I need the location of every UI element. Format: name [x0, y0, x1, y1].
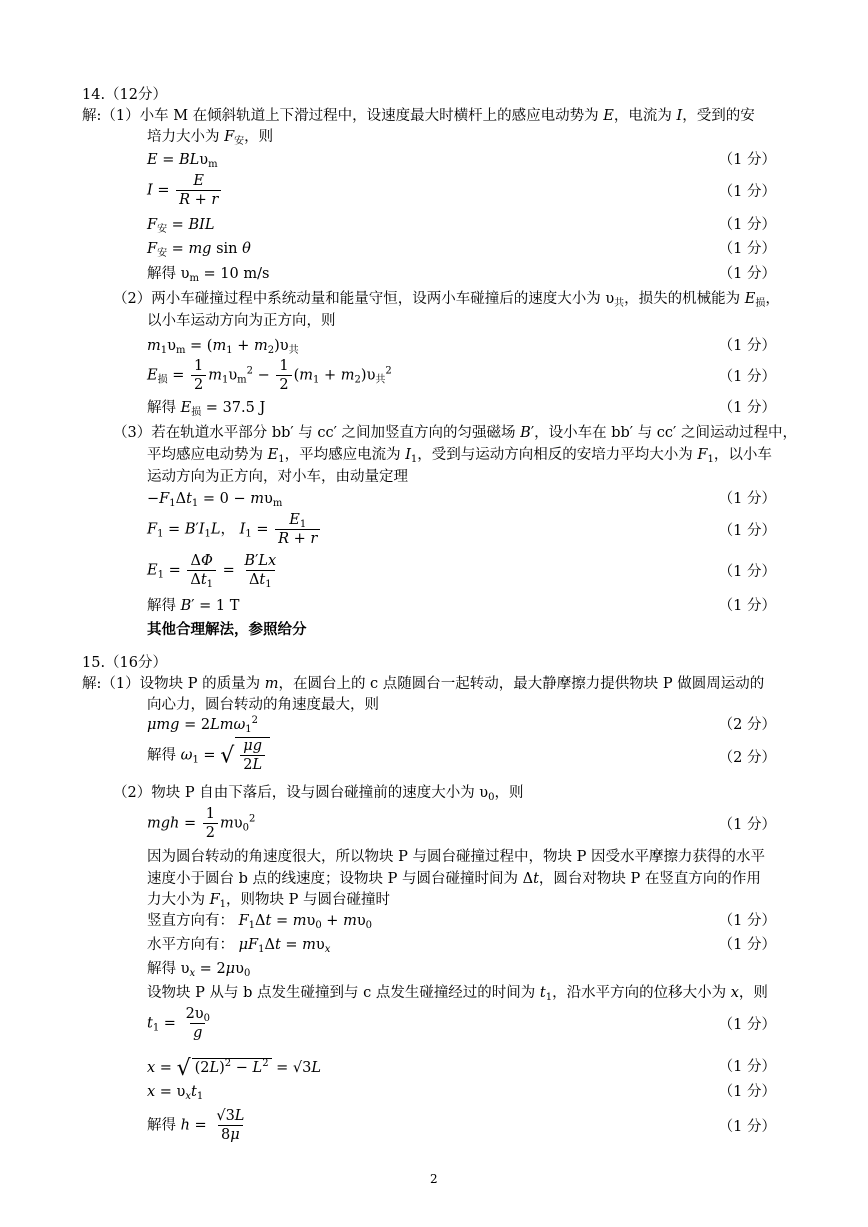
- q15-part1-line1: 解:（1）设物块 P 的质量为 m，在圆台上的 c 点随圆台一起转动，最大静摩擦力提供物块 P 做圆周运动的: [82, 676, 765, 692]
- score: （1 分）: [718, 913, 776, 929]
- q14-part3-line1: （3）若在轨道水平部分 bb′ 与 cc′ 之间加竖直方向的匀强磁场 B′，设小车在 bb′ 与 cc′ 之间运动过程中，: [113, 425, 797, 441]
- eq-avg-emf: $E_1$ = $\frac{\Delta\Phi}{\Delta t_1}$ = $\frac{B'Lx}{\Delta t_1}$: [147, 553, 277, 590]
- q14-part1-line1: 解:（1）小车 M 在倾斜轨道上下滑过程中，设速度最大时横杆上的感应电动势为 E，电流为 I，受到的安: [82, 108, 755, 124]
- score: （1 分）: [718, 598, 776, 614]
- score: （1 分）: [718, 217, 776, 233]
- page-number: 2: [430, 1172, 438, 1186]
- eq-energy-loss: $E_损$ = $\frac{1}{2}$ $m_1\upsilon_m^2$ − $\frac{1}{2}$ $(m_1 + m_2)\upsilon_共^2$: [147, 358, 392, 393]
- score: （1 分）: [718, 400, 776, 416]
- score: （1 分）: [718, 1017, 776, 1033]
- q15-part2-line3: 速度小于圆台 b 点的线速度；设物块 P 与圆台碰撞时间为 Δt，圆台对物块 P 在竖直方向的作用: [147, 871, 761, 887]
- eq-centripetal: μmg = 2Lmω$_1^2$: [147, 715, 259, 735]
- score: （1 分）: [718, 241, 776, 257]
- score: （1 分）: [718, 266, 776, 282]
- eq-horizontal: 水平方向有： $\mu F_1\Delta t = m\upsilon_x$: [147, 937, 331, 955]
- q14-part3-line2: 平均感应电动势为 $E_1$，平均感应电流为 $I_1$，受到与运动方向相反的安培力平均大小为 $F_1$，以小车: [147, 447, 772, 465]
- score: （1 分）: [718, 564, 776, 580]
- q14-part3-line3: 运动方向为正方向，对小车，由动量定理: [147, 469, 408, 485]
- score: （1 分）: [718, 937, 776, 953]
- score: （1 分）: [718, 523, 776, 539]
- result-b: 解得 B′ = 1 T: [147, 598, 240, 614]
- score: （2 分）: [718, 717, 776, 733]
- score: （1 分）: [718, 152, 776, 168]
- grading-note: 其他合理解法，参照给分: [147, 621, 307, 638]
- q15-part2-line2: 因为圆台转动的角速度很大，所以物块 P 与圆台碰撞过程中，物块 P 因受水平摩擦力获得的水平: [147, 849, 765, 865]
- eq-ampere-force: $F_安$ = BIL: [147, 217, 215, 235]
- eq-time: $t_1$ = $\frac{2\upsilon_0}{g}$: [147, 1006, 210, 1041]
- score: （1 分）: [718, 184, 776, 200]
- score: （1 分）: [718, 369, 776, 385]
- q15-header: 15.（16分）: [82, 655, 168, 671]
- result-vx: 解得 $\upsilon_x = 2\mu\upsilon_0$: [147, 961, 251, 979]
- eq-free-fall: mgh = $\frac{1}{2}$ $m\upsilon_0^2$: [147, 806, 256, 841]
- q14-part1-line2: 培力大小为 $F_安$，则: [147, 129, 274, 147]
- eq-displacement: x = √ $(2L)^2 - L^2 = √3L$: [147, 1056, 322, 1081]
- score: （1 分）: [718, 338, 776, 354]
- result-omega: 解得 $\omega_1$ = √ $\frac{\mu g}{2L}$: [147, 737, 270, 773]
- result-eloss: 解得 $E_损 = 37.5$ J: [147, 400, 266, 418]
- eq-force-balance: $F_安$ = mg sin θ: [147, 241, 251, 259]
- q14-part2-line1: （2）两小车碰撞过程中系统动量和能量守恒，设两小车碰撞后的速度大小为 $\upsilon_共$，损失的机械能为 $E_损$，: [113, 291, 780, 309]
- q15-part2-line5: 设物块 P 从与 b 点发生碰撞到与 c 点发生碰撞经过的时间为 $t_1$，沿水平方向的位移大小为 x，则: [147, 985, 768, 1003]
- score: （1 分）: [718, 1059, 776, 1075]
- eq-impulse: $-F_1\Delta t_1 = 0 - m\upsilon_m$: [147, 491, 283, 509]
- result-h: 解得 h = $\frac{√3L}{8\mu}$: [147, 1108, 245, 1143]
- eq-current: I = $\frac{E}{R + r}$: [147, 173, 223, 208]
- eq-momentum: $m_1\upsilon_m = (m_1 + m_2)\upsilon_共$: [147, 338, 299, 356]
- score: （1 分）: [718, 491, 776, 507]
- q15-part2-line1: （2）物块 P 自由下落后，设与圆台碰撞前的速度大小为 $\upsilon_0$，则: [113, 785, 524, 803]
- eq-emf: E = BLυ$_m$: [147, 152, 218, 170]
- score: （1 分）: [718, 1119, 776, 1135]
- q14-part2-line2: 以小车运动方向为正方向，则: [147, 313, 336, 329]
- q15-part2-line4: 力大小为 $F_1$，则物块 P 与圆台碰撞时: [147, 892, 391, 910]
- score: （1 分）: [718, 1084, 776, 1100]
- eq-vertical: 竖直方向有： $F_1\Delta t = m\upsilon_0 + m\upsilon_0$: [147, 913, 373, 931]
- q15-part1-line2: 向心力，圆台转动的角速度最大，则: [147, 697, 379, 713]
- score: （2 分）: [718, 750, 776, 766]
- q14-header: 14.（12分）: [82, 87, 168, 103]
- eq-x-vt: $x = \upsilon_xt_1$: [147, 1084, 204, 1102]
- score: （1 分）: [718, 817, 776, 833]
- eq-avg-force: $F_1 = B'I_1L$， $I_1$ = $\frac{E_1}{R + r}$: [147, 512, 322, 547]
- result-vm: 解得 $\upsilon_m = 10$ m/s: [147, 266, 270, 284]
